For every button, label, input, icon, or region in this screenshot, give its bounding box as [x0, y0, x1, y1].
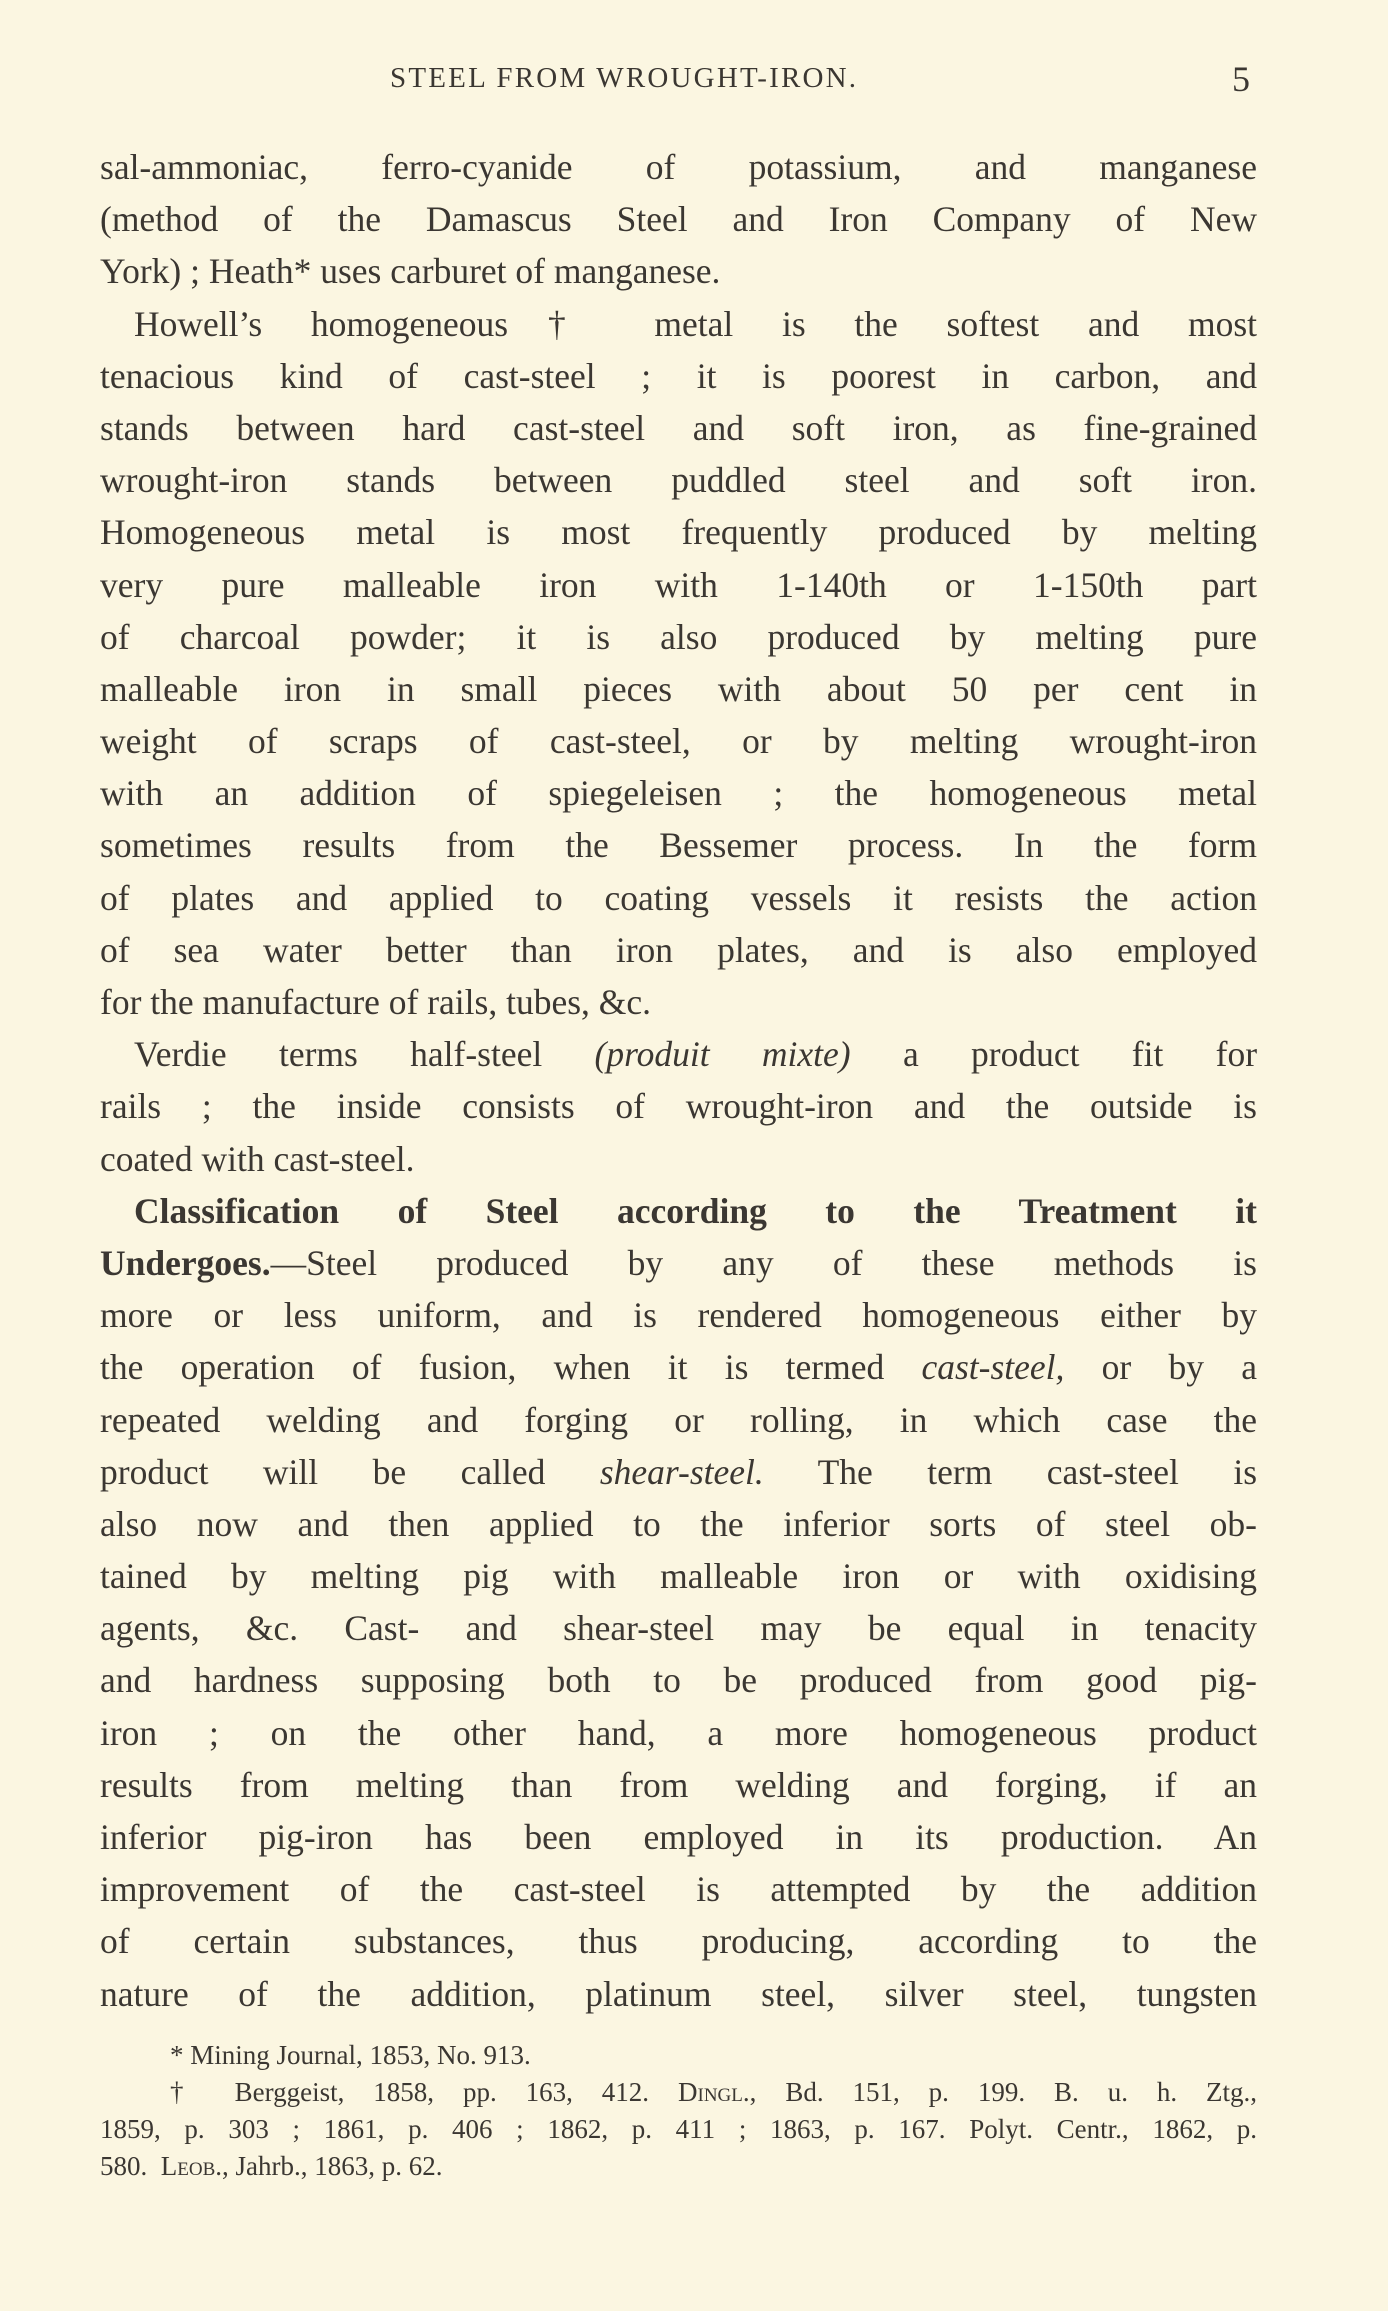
footnotes — [100, 2037, 1257, 2185]
dagger-marker: † — [170, 2077, 206, 2107]
text-run: or by a — [1101, 1347, 1257, 1388]
abbrev-smallcaps: Dingl., — [678, 2077, 757, 2107]
text-run: Verdie terms half-steel — [134, 1034, 543, 1075]
text-line: repeated welding and forging or rolling, in which case the — [100, 1399, 1257, 1440]
text-line: of charcoal powder; it is also produced by melting pure — [100, 616, 1257, 657]
text-line: also now and then applied to the inferior sorts of steel ob- — [100, 1503, 1257, 1544]
text-line: iron ; on the other hand, a more homogeneous product — [100, 1712, 1257, 1753]
body-text — [100, 141, 1257, 2020]
text-run: —Steel produced by any of these methods is — [270, 1242, 1257, 1283]
footnote-text: Jahrb., 1863, p. 62. — [235, 2151, 443, 2181]
text-line: sometimes results from the Bessemer process. In the form — [100, 825, 1257, 866]
text-line: malleable iron in small pieces with about 50 per cent in — [100, 668, 1257, 709]
text-line — [100, 1446, 1257, 1498]
text-line: weight of scraps of cast-steel, or by melting wrought-iron — [100, 721, 1257, 762]
text-line: of certain substances, thus producing, according to the — [100, 1921, 1257, 1962]
text-run: product will be called — [100, 1451, 546, 1492]
text-line: tained by melting pig with malleable iron or with oxidising — [100, 1556, 1257, 1597]
text-run: the operation of fusion, when it is termed — [100, 1347, 885, 1388]
text-line: results from melting than from welding and forging, if an — [100, 1764, 1257, 1805]
text-line: with an addition of spiegeleisen ; the homogeneous metal — [100, 773, 1257, 814]
footnote-2-cont: 1859, p. 303 ; 1861, p. 406 ; 1862, p. 411 ; 1863, p. 167. Polyt. Centr., 1862, p. — [100, 2114, 1257, 2144]
text-line: sal-ammoniac, ferro-cyanide of potassium, and manganese — [100, 147, 1257, 187]
text-line: (method of the Damascus Steel and Iron Company of New — [100, 199, 1257, 240]
page-number: 5 — [1232, 59, 1250, 99]
text-line: improvement of the cast-steel is attempted by the addition — [100, 1869, 1257, 1910]
footnote-2-cont — [100, 2148, 1257, 2185]
page-header — [0, 59, 1388, 102]
text-line: Homogeneous metal is most frequently produced by melting — [100, 512, 1257, 553]
text-line: for the manufacture of rails, tubes, &c. — [100, 982, 652, 1022]
paragraph-start-line: Howell’s homogeneous† metal is the softest and most — [134, 303, 1257, 344]
footnote-text: Mining Journal, 1853, No. 913. — [190, 2040, 531, 2070]
text-run: The term cast-steel is — [817, 1451, 1258, 1492]
footnote-2 — [100, 2074, 1257, 2111]
footnote-text: 580. — [100, 2151, 148, 2181]
italic-term: shear-steel. — [599, 1451, 764, 1492]
italic-term: (produit mixte) — [594, 1034, 851, 1075]
abbrev-smallcaps: Leob., — [160, 2151, 229, 2181]
italic-term: cast-steel, — [921, 1347, 1065, 1388]
section-heading-line: Classification of Steel according to the Treatment it — [134, 1190, 1257, 1231]
footnote-text: Berggeist, 1858, pp. 163, 412. — [234, 2077, 650, 2107]
text-line: nature of the addition, platinum steel, silver steel, tungsten — [100, 1973, 1257, 2014]
footnote-text: Bd. 151, p. 199. B. u. h. Ztg., — [785, 2077, 1258, 2107]
asterisk-marker: * — [170, 2040, 184, 2070]
text-line: of plates and applied to coating vessels it resists the action — [100, 877, 1257, 918]
text-line: of sea water better than iron plates, and is also employed — [100, 929, 1257, 970]
running-title: STEEL FROM WROUGHT-IRON. — [390, 62, 859, 94]
paragraph-start-line — [100, 1028, 1257, 1080]
text-line: tenacious kind of cast-steel ; it is poorest in carbon, and — [100, 355, 1257, 396]
section-heading-tail: Undergoes. — [100, 1242, 271, 1283]
text-line: York) ; Heath* uses carburet of manganese. — [100, 251, 721, 292]
footnote-1 — [100, 2037, 1257, 2074]
text-line: coated with cast-steel. — [100, 1138, 415, 1179]
text-line: and hardness supposing both to be produced from good pig- — [100, 1660, 1257, 1701]
text-line: more or less uniform, and is rendered homogeneous either by — [100, 1295, 1257, 1336]
paragraph-start-line — [100, 1237, 1257, 1289]
text-line: rails ; the inside consists of wrought-iron and the outside is — [100, 1086, 1257, 1127]
text-line: wrought-iron stands between puddled steel and soft iron. — [100, 460, 1257, 501]
text-line: very pure malleable iron with 1-140th or 1-150th part — [100, 564, 1257, 605]
text-run: a product fit for — [902, 1034, 1258, 1075]
text-line: agents, &c. Cast- and shear-steel may be equal in tenacity — [100, 1608, 1257, 1649]
text-line: stands between hard cast-steel and soft iron, as fine-grained — [100, 407, 1257, 448]
text-line: inferior pig-iron has been employed in its production. An — [100, 1817, 1257, 1857]
text-line — [100, 1341, 1257, 1393]
